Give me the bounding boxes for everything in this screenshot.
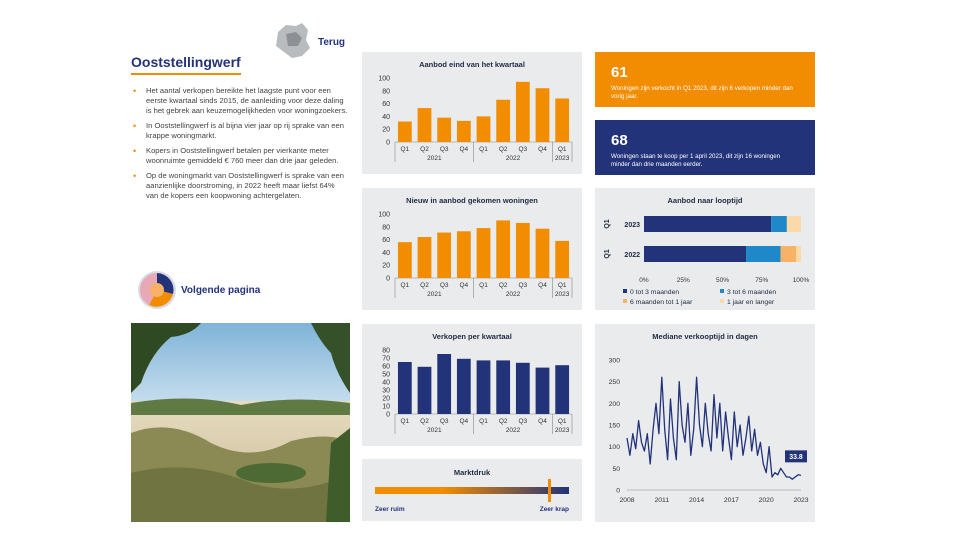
y-tick-label: 2022	[624, 252, 640, 259]
bar	[516, 363, 530, 414]
kpi-value: 68	[611, 132, 628, 149]
bar	[536, 368, 550, 414]
kpi-value: 61	[611, 64, 628, 81]
bar	[398, 242, 412, 278]
x-tick-label: Q2	[498, 418, 508, 425]
pie-chart-icon	[137, 270, 177, 310]
y-tick-label: 20	[382, 395, 390, 403]
panel-marktdruk	[362, 459, 582, 521]
bar	[496, 220, 510, 278]
group-label: 2021	[427, 427, 442, 434]
group-label: 2022	[505, 427, 521, 434]
x-tick-label: 2014	[689, 497, 705, 504]
bar	[496, 360, 510, 414]
bar	[398, 362, 412, 414]
y-tick-label: 40	[382, 113, 390, 121]
legend-swatch	[720, 289, 724, 293]
y-tick-label: 0	[386, 139, 390, 147]
x-tick-label: Q1	[479, 282, 488, 289]
stacked-bar-segment	[771, 216, 787, 232]
bar	[457, 359, 471, 414]
marktdruk-title: Marktdruk	[453, 468, 491, 477]
group-label: 2021	[427, 291, 442, 298]
y-tick-label: 40	[382, 379, 390, 387]
x-tick-label: Q3	[439, 282, 449, 289]
x-tick-label: 2020	[758, 497, 774, 504]
group-label: 2022	[505, 155, 521, 162]
y-tick-label: 0	[386, 411, 390, 419]
y-tick-label: 50	[612, 465, 620, 473]
panel-mediaan	[595, 324, 815, 522]
bar	[555, 98, 569, 142]
group-label: Q1	[604, 219, 611, 229]
y-tick-label: 80	[382, 88, 390, 96]
kpi-sales	[595, 52, 815, 107]
x-tick-label: Q4	[459, 282, 469, 289]
list-item: • Op de woningmarkt van Ooststellingwerf is sprake van een aanzienlijke doorstroming, in 2022 heeft maar liefst 64% van de kopers een koopwoning achtergelaten.	[133, 171, 348, 201]
x-tick-label: Q1	[479, 418, 488, 425]
y-tick-label: 200	[608, 400, 620, 408]
kpi-for-sale	[595, 120, 815, 175]
panel-aanbod	[362, 52, 582, 174]
kpi-text: Woningen zijn verkocht in Q1 2023, dit zijn 6 verkopen minder dan vorig jaar.	[611, 85, 793, 100]
bar	[477, 360, 491, 414]
x-tick-label: Q1	[400, 146, 410, 153]
y-tick-label: 10	[382, 403, 390, 411]
x-tick-label: Q3	[518, 146, 528, 153]
y-tick-label: 30	[382, 387, 390, 395]
marktdruk-right-label: Zeer krap	[539, 506, 569, 513]
list-item: • In Ooststellingwerf is al bijna vier jaar op rij sprake van een krappe woningmarkt.	[133, 121, 348, 141]
bar	[477, 116, 491, 142]
bar	[437, 118, 451, 142]
x-tick-label: Q3	[439, 146, 449, 153]
legend-swatch	[623, 299, 627, 303]
bar	[418, 237, 432, 278]
y-tick-label: 0	[616, 487, 620, 495]
chart-title: Verkopen per kwartaal	[432, 332, 512, 341]
marktdruk-gradient-bar	[375, 487, 569, 494]
x-tick-label: Q1	[557, 146, 567, 153]
y-tick-label: 250	[608, 379, 620, 387]
next-page-button[interactable]	[137, 270, 277, 310]
stacked-bar-segment	[644, 246, 746, 262]
x-tick-label: Q1	[400, 418, 410, 425]
group-label: 2023	[554, 291, 570, 298]
y-tick-label: 60	[382, 363, 390, 371]
y-tick-label: 2023	[624, 222, 640, 229]
x-tick-label: Q1	[479, 146, 488, 153]
bar	[398, 122, 412, 142]
x-tick-label: 2011	[654, 497, 670, 504]
y-tick-label: 20	[382, 126, 390, 134]
x-tick-label: 2017	[723, 497, 739, 504]
y-tick-label: 60	[382, 237, 390, 245]
bar	[496, 100, 510, 142]
legend-swatch	[720, 299, 724, 303]
bar	[555, 241, 569, 278]
bar	[536, 229, 550, 278]
kpi-text: Woningen staan te koop per 1 april 2023, dit zijn 16 woningen minder dan drie maanden eerder.	[611, 153, 781, 168]
panel-verkopen	[362, 324, 582, 446]
next-page-label: Volgende pagina	[181, 285, 261, 296]
stacked-bar-segment	[746, 246, 781, 262]
y-tick-label: 100	[378, 75, 390, 83]
y-tick-label: 100	[378, 211, 390, 219]
panel-nieuw	[362, 188, 582, 310]
x-tick-label: Q1	[557, 282, 567, 289]
group-label: Q1	[604, 249, 611, 259]
bar	[536, 88, 550, 142]
x-tick-label: Q4	[538, 418, 547, 425]
x-tick-label: Q1	[400, 282, 410, 289]
stacked-bar-segment	[796, 246, 801, 262]
x-tick-label: Q4	[538, 146, 547, 153]
chart-title: Mediane verkooptijd in dagen	[652, 332, 758, 341]
last-value-label: 33.8	[789, 453, 803, 461]
x-tick-label: Q3	[518, 418, 528, 425]
region-map-icon[interactable]	[272, 20, 314, 62]
x-tick-label: Q3	[439, 418, 449, 425]
x-tick-label: Q4	[538, 282, 547, 289]
y-tick-label: 300	[608, 357, 620, 365]
marktdruk-left-label: Zeer ruim	[375, 506, 405, 513]
y-tick-label: 40	[382, 249, 390, 257]
x-tick-label: 0%	[639, 277, 649, 284]
stacked-bar-segment	[787, 216, 801, 232]
chart-title: Aanbod eind van het kwartaal	[419, 60, 525, 69]
looptijd-stacked-bar-chart	[595, 188, 815, 310]
y-tick-label: 20	[382, 262, 390, 270]
y-tick-label: 100	[608, 444, 620, 452]
mediaan-line-chart	[595, 324, 815, 522]
series-line	[627, 377, 801, 479]
y-tick-label: 50	[382, 371, 390, 379]
x-tick-label: Q1	[557, 418, 567, 425]
y-tick-label: 70	[382, 355, 390, 363]
bar	[457, 231, 471, 278]
aanbod-bar-chart	[362, 52, 582, 174]
bar	[437, 233, 451, 278]
legend-swatch	[623, 289, 627, 293]
x-tick-label: Q2	[498, 282, 508, 289]
summary-list	[133, 86, 348, 206]
x-tick-label: Q3	[518, 282, 528, 289]
back-link[interactable]: Terug	[318, 37, 346, 48]
bar	[418, 367, 432, 414]
legend-label: 3 tot 6 maanden	[727, 289, 777, 296]
bar	[457, 121, 471, 142]
group-label: 2022	[505, 291, 521, 298]
x-tick-label: 2023	[793, 497, 809, 504]
group-label: 2023	[554, 427, 570, 434]
bar	[555, 365, 569, 414]
list-item: • Kopers in Ooststellingwerf betalen per vierkante meter woonruimte gemiddeld € 760 meer dan drie jaar geleden.	[133, 146, 348, 166]
y-tick-label: 0	[386, 275, 390, 283]
x-tick-label: 25%	[676, 277, 690, 284]
bar	[437, 354, 451, 414]
bar	[516, 223, 530, 278]
title-underline	[131, 73, 241, 75]
panel-looptijd	[595, 188, 815, 310]
landscape-photo	[131, 323, 350, 522]
x-tick-label: Q2	[498, 146, 508, 153]
group-label: 2021	[427, 155, 442, 162]
y-tick-label: 80	[382, 224, 390, 232]
x-tick-label: 50%	[715, 277, 730, 284]
list-item: • Het aantal verkopen bereikte het laagste punt voor een eerste kwartaal sinds 2015, de aanleiding voor deze daling is het gebrek aan keuzemogelijkheden voor woningzoekers.	[133, 86, 348, 116]
bar	[477, 228, 491, 278]
x-tick-label: Q4	[459, 146, 469, 153]
x-tick-label: 2008	[619, 497, 635, 504]
x-tick-label: Q2	[420, 282, 429, 289]
legend-label: 6 maanden tot 1 jaar	[630, 299, 693, 306]
legend-label: 0 tot 3 maanden	[630, 289, 680, 296]
x-tick-label: Q2	[420, 146, 429, 153]
page-title: Ooststellingwerf	[131, 54, 241, 70]
nieuw-bar-chart	[362, 188, 582, 310]
group-label: 2023	[554, 155, 570, 162]
stacked-bar-segment	[644, 216, 771, 232]
chart-title: Nieuw in aanbod gekomen woningen	[406, 196, 538, 205]
y-tick-label: 60	[382, 101, 390, 109]
chart-title: Aanbod naar looptijd	[667, 196, 743, 205]
x-tick-label: 100%	[792, 277, 810, 284]
stacked-bar-segment	[781, 246, 797, 262]
x-tick-label: Q2	[420, 418, 429, 425]
x-tick-label: 75%	[755, 277, 769, 284]
marktdruk-marker	[548, 479, 551, 502]
y-tick-label: 80	[382, 347, 390, 355]
bar	[516, 82, 530, 142]
bar	[418, 108, 432, 142]
verkopen-bar-chart	[362, 324, 582, 446]
y-tick-label: 150	[608, 422, 620, 430]
x-tick-label: Q4	[459, 418, 469, 425]
legend-label: 1 jaar en langer	[727, 299, 775, 306]
